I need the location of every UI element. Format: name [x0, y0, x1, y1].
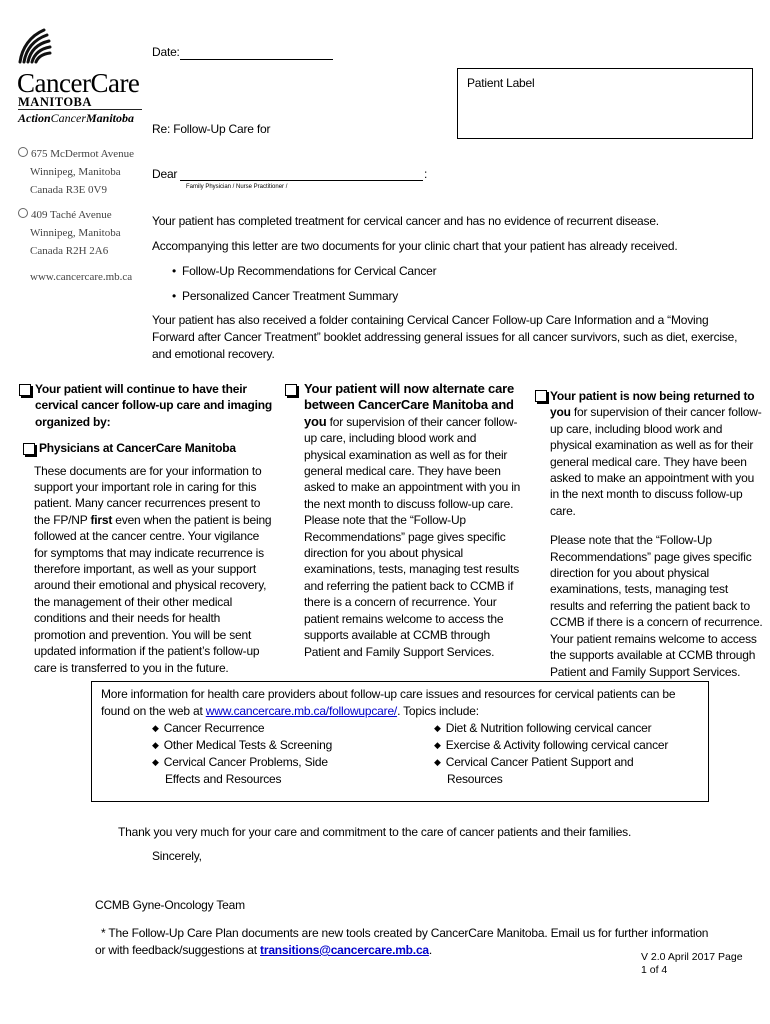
version-footer — [641, 951, 743, 976]
topic-item: ◆ Diet & Nutrition following cervical cancer — [434, 720, 684, 737]
topic-item: ◆ Cervical Cancer Patient Support and Resources — [434, 754, 647, 788]
option-column-3 — [535, 388, 765, 680]
bullet-icon: • — [172, 264, 177, 278]
resources-info-box — [91, 681, 709, 802]
email-link[interactable]: transitions@cancercare.mb.ca — [260, 943, 429, 957]
address2-line1: 409 Taché Avenue — [31, 209, 112, 221]
option-1-body — [34, 463, 273, 676]
intro-paragraph-3: Your patient has also received a folder containing Cervical Cancer Follow-up Care Information and a “Moving Forward after Cancer Treatment” booklet addressing general issues for all cancer survivors, such as diet, exercise, and emotional recovery. — [152, 313, 738, 361]
option-3-heading-you: you — [550, 405, 571, 420]
letterhead-divider — [18, 109, 142, 110]
re-line: Re: Follow-Up Care for — [152, 122, 271, 136]
checkbox-icon[interactable] — [535, 390, 547, 402]
intro-paragraph-2: Accompanying this letter are two documents for your clinic chart that your patient has already received. — [152, 239, 678, 253]
address-block-1 — [18, 145, 134, 199]
version-text: V 2.0 April 2017 Page — [641, 951, 743, 963]
option-3-note: Please note that the “Follow-Up Recommendations” page gives specific direction for you about physical examinations, tests, managing test results and referring the patient back to CCMB if there is a concern of recurrence. Your patient remains welcome to access the supports available at CCMB through Patient and Family Support Services. — [550, 533, 763, 679]
address2-line2: Winnipeg, Manitoba — [30, 227, 121, 239]
option-2-heading: Your patient will now alternate care between CancerCare Manitoba and you — [304, 381, 514, 429]
website-link[interactable]: www.cancercare.mb.ca — [30, 271, 133, 283]
address-block-2 — [18, 206, 121, 260]
tagline-manitoba: Manitoba — [86, 111, 135, 125]
address1-line2: Winnipeg, Manitoba — [30, 166, 121, 178]
footnote-line-2-text: or with feedback/suggestions at — [95, 943, 261, 957]
footnote-line-1: * The Follow-Up Care Plan documents are new tools created by CancerCare Manitoba. Email us for further information — [101, 926, 709, 940]
option-2-body: for supervision of their cancer follow-up care, including blood work and physical examination as well as for their general medical care. They have been asked to make an appointment with you in the next month to discuss follow-up care. — [304, 414, 521, 511]
option-3-text — [535, 388, 765, 519]
option-1-heading-text: Your patient will continue to have their cervical cancer follow-up care and imaging organized by: — [35, 382, 273, 429]
option-column-1 — [19, 381, 273, 676]
option-1-body-emphasis: first — [90, 512, 113, 527]
checkbox-icon[interactable] — [285, 384, 297, 396]
dear-caption: Family Physician / Nurse Practitioner / — [186, 184, 288, 190]
intro-bullet-2-text: Personalized Cancer Treatment Summary — [182, 289, 399, 303]
footnote — [95, 925, 708, 959]
option-3-heading: Your patient is now being returned to — [550, 389, 755, 403]
cancercare-logo-icon — [16, 26, 52, 66]
option-3-body: for supervision of their cancer follow-up care, including blood work and physical examination as well as for their general medical care. They have been asked to make an appointment with you in the next month to discuss follow-up care. — [550, 405, 762, 518]
sincerely-text: Sincerely, — [152, 849, 202, 863]
thanks-text: Thank you very much for your care and commitment to the care of cancer patients and their families. — [118, 825, 632, 839]
topics-list-right — [434, 720, 684, 788]
tagline-cancer: Cancer — [50, 111, 86, 125]
dear-label: Dear — [152, 167, 178, 181]
address1-line1: 675 McDermot Avenue — [31, 148, 135, 160]
dear-colon: : — [424, 167, 428, 181]
signature-team: CCMB Gyne-Oncology Team — [95, 898, 245, 912]
option-1-subheading-text: Physicians at CancerCare Manitoba — [39, 441, 236, 456]
option-column-2 — [285, 381, 521, 660]
radio-circle-icon — [18, 208, 28, 218]
topic-item: ◆ Cervical Cancer Problems, Side Effects and Resources — [152, 754, 342, 788]
option-1-subheading — [23, 440, 273, 456]
address1-line3: Canada R3E 0V9 — [30, 184, 107, 196]
dear-field[interactable] — [180, 180, 423, 181]
radio-circle-icon — [18, 147, 28, 157]
intro-bullet-1 — [172, 264, 436, 278]
org-name: CancerCare — [17, 68, 140, 98]
intro-bullet-1-text: Follow-Up Recommendations for Cervical Cancer — [182, 264, 437, 278]
checkbox-icon[interactable] — [23, 443, 35, 455]
page-number: 1 of 4 — [641, 963, 668, 976]
intro-paragraph-1: Your patient has completed treatment for cervical cancer and has no evidence of recurrent disease. — [152, 214, 659, 228]
patient-label-text: Patient Label — [467, 76, 535, 90]
option-1-heading — [19, 381, 273, 430]
topic-item: ◆ Other Medical Tests & Screening — [152, 737, 342, 754]
address2-line3: Canada R2H 2A6 — [30, 245, 109, 257]
option-2-note: Please note that the “Follow-Up Recommendations” page gives specific direction for you about physical examinations, tests, managing test results and referring the patient back to CCMB if there is a concern of recurrence. Your patient remains welcome to access the supports available at CCMB through Patient and Family Support Services. — [304, 513, 520, 659]
province-name: MANITOBA — [18, 95, 92, 109]
intro-bullet-2 — [172, 289, 398, 303]
option-2-text — [285, 381, 521, 512]
patient-label-box[interactable] — [457, 68, 753, 139]
footnote-line-2 — [95, 942, 708, 959]
topics-list-left — [152, 720, 342, 788]
footnote-end: . — [428, 943, 433, 957]
option-1-body-end: even when the patient is being followed at the cancer centre. Your vigilance for symptoms that may indicate recurrence is therefore important, as well as your support around their emotional and physical recovery, the management of their other medical conditions and their needs for health promotion and prevention. You will be sent updated information if the patient’s follow-up care is transferred to you in the future. — [34, 512, 272, 675]
date-label: Date: — [152, 45, 180, 59]
tagline — [18, 111, 134, 126]
topic-item: ◆ Exercise & Activity following cervical cancer — [434, 737, 684, 754]
info-text-end: . Topics include: — [397, 704, 479, 718]
tagline-action: Action — [18, 111, 51, 125]
info-text-start: More information for health care providers about follow-up care issues and resources for cervical patients can be found on the web at — [101, 687, 676, 718]
option-1-body-start: These documents are for your information to support your important role in caring for this patient. Many cancer recurrences present to the FP/NP — [34, 463, 262, 527]
checkbox-icon[interactable] — [19, 384, 31, 396]
topic-item: ◆ Cancer Recurrence — [152, 720, 342, 737]
info-text — [101, 686, 698, 720]
date-field[interactable] — [180, 59, 333, 60]
followup-care-link[interactable]: www.cancercare.mb.ca/followupcare/ — [205, 704, 398, 718]
bullet-icon: • — [172, 289, 177, 303]
